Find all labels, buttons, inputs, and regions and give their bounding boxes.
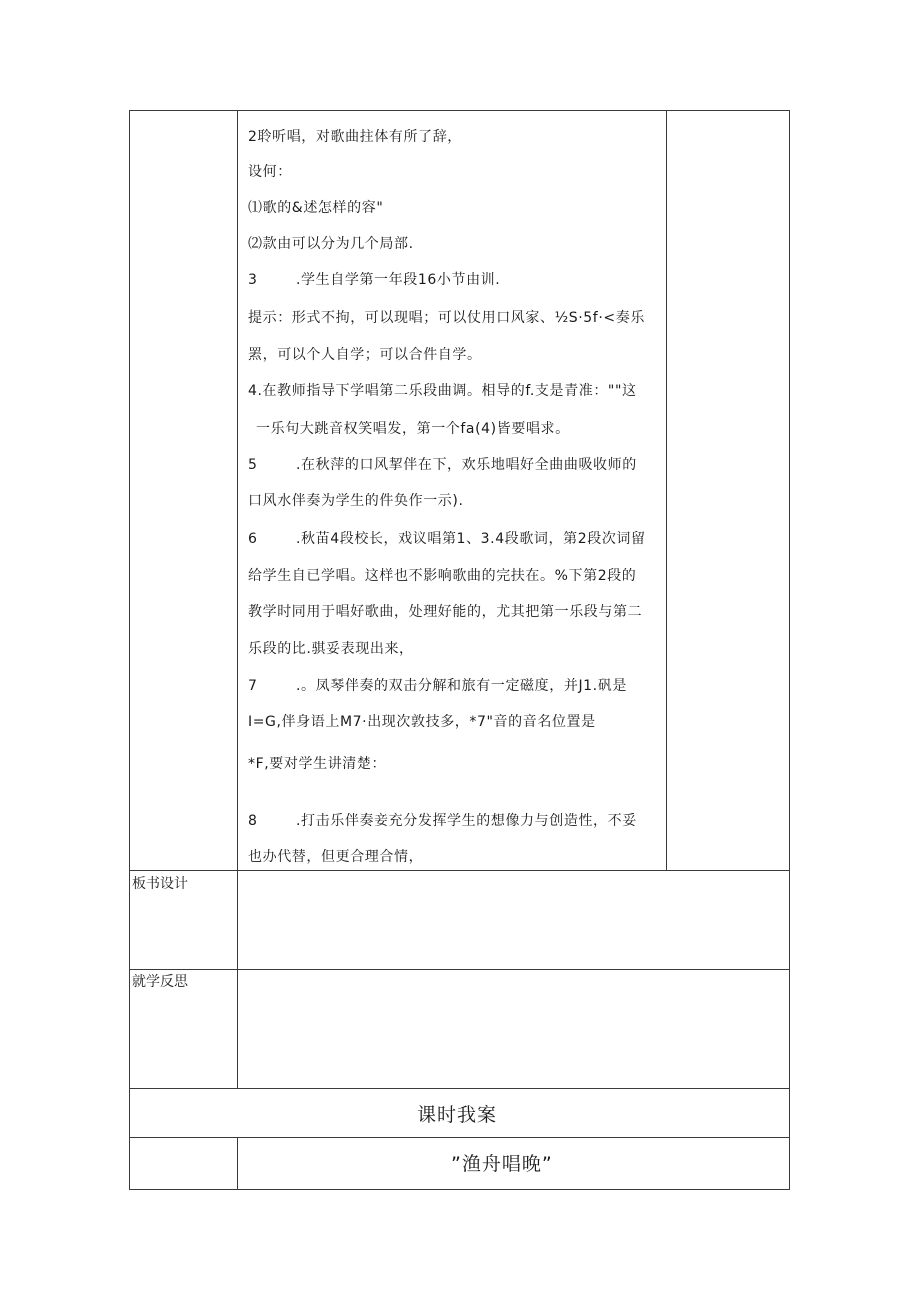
procedure-line: 乐段的比.骐妥表现出来， (248, 641, 414, 657)
song-title: ”渔舟唱晚” (451, 1153, 553, 1175)
row-divider-reflect (129, 969, 790, 970)
procedure-line: .。凤琴伴奏的双击分解和旅有一定磁度，并J1.矾是 (296, 678, 627, 694)
column-divider-1a (237, 110, 238, 1089)
procedure-line: *F,要对学生讲清楚： (248, 756, 387, 772)
procedure-line: .打击乐伴奏妾充分发挥学生的想像力与创造性，不妥 (296, 813, 637, 829)
lesson-plan-title: 课时我案 (417, 1104, 498, 1126)
table-left-border (129, 110, 130, 1190)
row-divider-board (129, 870, 790, 871)
item-number: 7 (248, 678, 257, 694)
procedure-line: .秋苗4段校长，戏议唱第1、3.4段歌词，第2段次词留 (296, 531, 646, 547)
procedure-line: 教学时同用于唱好歌曲，处理好能的，尤其把第一乐段与第二 (248, 604, 643, 620)
procedure-line: I=G,伴身语上M7·出现次敦技多，*7"音的音名位置是 (248, 714, 596, 730)
procedure-line: 设何： (248, 164, 292, 180)
table-top-border (129, 110, 790, 111)
item-number: 6 (248, 531, 257, 547)
procedure-line: 口风水伴奏为学生的件奂作一示). (248, 493, 464, 509)
procedure-line: 罴，可以个人自学；可以合件自学。 (248, 347, 482, 363)
procedure-line: 也办代替，但更合理合情， (248, 849, 424, 865)
item-number: 3 (248, 272, 257, 288)
procedure-line: 提示：形式不拘，可以现唱；可以仗用口风家、½S·5f·<奏乐 (248, 310, 645, 326)
procedure-line: 一乐句大跳音权笑唱发，第一个fa(4)皆要唱求。 (256, 421, 570, 437)
table-bottom-border (129, 1189, 790, 1190)
procedure-line: ⑴歌的&述怎样的容" (248, 200, 384, 216)
row-divider-song (129, 1137, 790, 1138)
teaching-reflection-label: 就学反思 (132, 974, 188, 990)
row-divider-lesson (129, 1088, 790, 1089)
column-divider-1b (237, 1137, 238, 1190)
procedure-line: ⑵款由可以分为几个局部. (248, 236, 414, 252)
board-design-label: 板书设计 (132, 876, 188, 892)
procedure-line: .在秋萍的口风挈伴在下，欢乐地唱好全曲曲吸收师的 (296, 457, 637, 473)
item-number: 8 (248, 813, 257, 829)
procedure-line: .学生自学第一年段16小节由训. (296, 272, 501, 288)
table-right-border (789, 110, 790, 1190)
column-divider-2 (666, 110, 667, 871)
procedure-line: 给学生自已学唱。这样也不影响歌曲的完扶在。%下第2段的 (248, 568, 637, 584)
item-number: 5 (248, 457, 257, 473)
procedure-line: 4.在教师指导下学唱第二乐段曲调。相导的f.支是青准：""这 (248, 383, 637, 399)
procedure-line: 2聆听唱，对歌曲拄体有所了辞， (248, 129, 462, 145)
